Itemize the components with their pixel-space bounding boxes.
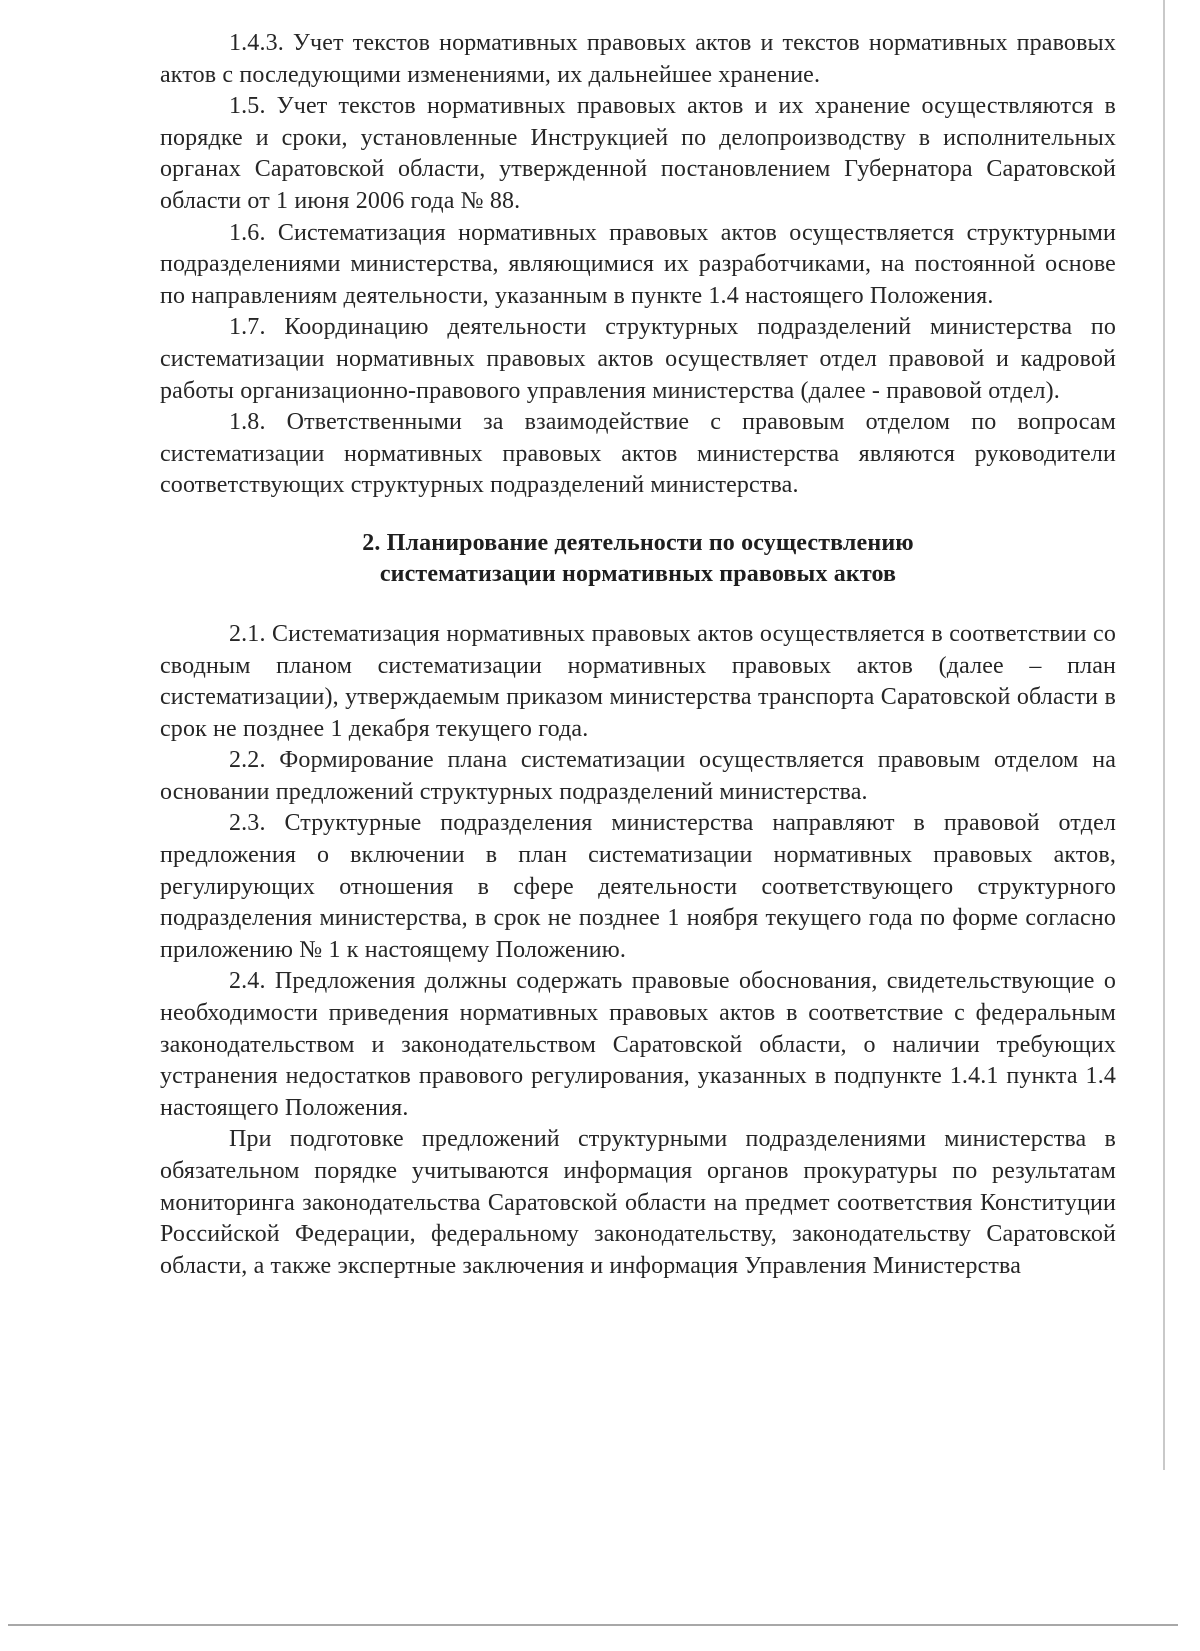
paragraph-1-7: 1.7. Координацию деятельности структурных подразделений министерства по систематизации нормативных правовых актов осуществляет отдел правовой и кадровой работы организационно-правового управления министерства (далее - правовой отдел).: [160, 314, 1116, 404]
document-body: [160, 28, 1116, 1282]
section-heading-line-1: 2. Планирование деятельности по осуществлению: [362, 529, 914, 556]
scan-bottom-edge: [8, 1624, 1178, 1626]
paragraph-preparation-note: При подготовке предложений структурными подразделениями министерства в обязательном порядке учитываются информация органов прокуратуры по результатам мониторинга законодательства Саратовской области на предмет соответствия Конституции Российской Федерации, федеральному законодательству, законодательству Саратовской области, а также экспертные заключения и информация Управления Министерства: [160, 1126, 1116, 1279]
paragraph-1-4-3: 1.4.3. Учет текстов нормативных правовых актов и текстов нормативных правовых актов с последующими изменениями, их дальнейшее хранение.: [160, 30, 1116, 88]
scan-right-edge: [1163, 0, 1165, 1470]
paragraph-1-8: 1.8. Ответственными за взаимодействие с правовым отделом по вопросам систематизации нормативных правовых актов министерства являются руководители соответствующих структурных подразделений министерства.: [160, 409, 1116, 499]
paragraph-2-3: 2.3. Структурные подразделения министерства направляют в правовой отдел предложения о включении в план систематизации нормативных правовых актов, регулирующих отношения в сфере деятельности соответствующего структурного подразделения министерства, в срок не позднее 1 ноября текущего года по форме согласно приложению № 1 к настоящему Положению.: [160, 810, 1116, 963]
paragraph-2-4: 2.4. Предложения должны содержать правовые обоснования, свидетельствующие о необходимости приведения нормативных правовых актов в соответствие с федеральным законодательством и законодательством Саратовской области, о наличии требующих устранения недостатков правового регулирования, указанных в подпункте 1.4.1 пункта 1.4 настоящего Положения.: [160, 968, 1116, 1121]
paragraph-1-5: 1.5. Учет текстов нормативных правовых актов и их хранение осуществляются в порядке и сроки, установленные Инструкцией по делопроизводству в исполнительных органах Саратовской области, утвержденной постановлением Губернатора Саратовской области от 1 июня 2006 года № 88.: [160, 93, 1116, 214]
section-heading: [160, 528, 1116, 590]
paragraph-1-6: 1.6. Систематизация нормативных правовых актов осуществляется структурными подразделениями министерства, являющимися их разработчиками, на постоянной основе по направлениям деятельности, указанным в пункте 1.4 настоящего Положения.: [160, 219, 1116, 309]
section-heading-line-2: систематизации нормативных правовых актов: [379, 560, 897, 587]
paragraph-2-2: 2.2. Формирование плана систематизации осуществляется правовым отделом на основании предложений структурных подразделений министерства.: [160, 747, 1116, 805]
paragraph-2-1: 2.1. Систематизация нормативных правовых актов осуществляется в соответствии со сводным планом систематизации нормативных правовых актов (далее – план систематизации), утверждаемым приказом министерства транспорта Саратовской области в срок не позднее 1 декабря текущего года.: [160, 620, 1116, 742]
